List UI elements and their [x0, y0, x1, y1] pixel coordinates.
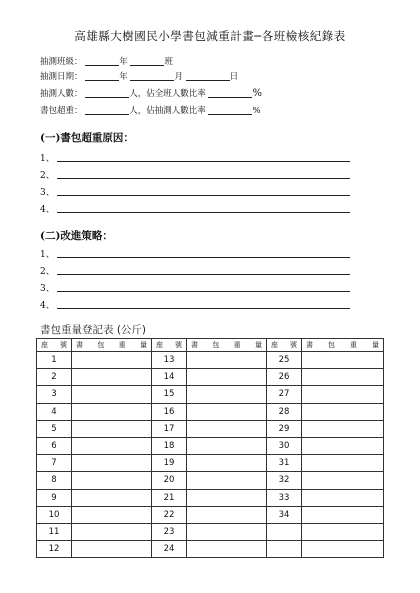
weight-entry-cell[interactable]	[187, 403, 267, 420]
class-row	[40, 56, 173, 68]
weight-entry-cell[interactable]	[72, 472, 152, 489]
line-number: 1、	[40, 154, 55, 164]
line-number: 2、	[40, 267, 55, 277]
date-month-blank[interactable]	[130, 71, 174, 81]
weight-entry-cell[interactable]	[72, 352, 152, 369]
table-row	[37, 386, 384, 403]
date-day-unit: 日	[229, 72, 239, 82]
seat-number-cell: 9	[37, 489, 72, 506]
weight-table	[36, 338, 384, 558]
seat-number-cell: 4	[37, 403, 72, 420]
seat-number-cell: 23	[152, 523, 187, 540]
write-line	[57, 308, 350, 309]
weight-entry-cell[interactable]	[72, 437, 152, 454]
seat-number-cell: 11	[37, 523, 72, 540]
table-row	[37, 420, 384, 437]
seat-number-cell: 29	[267, 420, 302, 437]
table-row	[37, 352, 384, 369]
weight-entry-cell[interactable]	[72, 420, 152, 437]
weight-entry-cell[interactable]	[187, 506, 267, 523]
write-line	[57, 195, 350, 196]
weight-entry-cell[interactable]	[187, 541, 267, 558]
seat-number-cell: 3	[37, 386, 72, 403]
seat-number-cell: 14	[152, 369, 187, 386]
year-unit: 年	[119, 57, 128, 67]
seat-number-cell: 25	[267, 352, 302, 369]
seat-no-header: 座 號	[267, 339, 302, 352]
table-row	[37, 489, 384, 506]
overweight-text: 人，佔抽測人數比率	[129, 106, 206, 116]
seat-number-cell: 33	[267, 489, 302, 506]
table-row	[37, 403, 384, 420]
weight-entry-cell[interactable]	[302, 437, 384, 454]
seat-number-cell: 19	[152, 455, 187, 472]
write-line	[57, 161, 350, 162]
weight-entry-cell[interactable]	[72, 489, 152, 506]
table-row	[37, 472, 384, 489]
weight-entry-cell[interactable]	[187, 386, 267, 403]
date-year-unit: 年	[119, 72, 128, 82]
section1-line[interactable]	[40, 185, 360, 197]
seat-number-cell: 13	[152, 352, 187, 369]
weight-entry-cell[interactable]	[302, 541, 384, 558]
seat-number-cell: 22	[152, 506, 187, 523]
seat-no-header: 座 號	[152, 339, 187, 352]
write-line	[57, 178, 350, 179]
section2-line[interactable]	[40, 247, 360, 259]
overweight-row	[40, 105, 261, 117]
weight-entry-cell[interactable]	[187, 472, 267, 489]
seat-no-header: 座 號	[37, 339, 72, 352]
weight-header: 書 包 重 量	[187, 339, 267, 352]
seat-number-cell: 27	[267, 386, 302, 403]
weight-entry-cell[interactable]	[187, 369, 267, 386]
table-caption: 書包重量登記表 (公斤)	[40, 324, 147, 336]
weight-header: 書 包 重 量	[302, 339, 384, 352]
weight-entry-cell[interactable]	[302, 386, 384, 403]
seat-number-cell: 1	[37, 352, 72, 369]
seat-number-cell: 12	[37, 541, 72, 558]
section2-line[interactable]	[40, 281, 360, 293]
weight-entry-cell[interactable]	[302, 420, 384, 437]
seat-number-cell: 2	[37, 369, 72, 386]
seat-number-cell: 16	[152, 403, 187, 420]
table-row	[37, 506, 384, 523]
date-row	[40, 71, 238, 83]
count-row	[40, 88, 262, 100]
class-label: 抽測班級：	[40, 57, 83, 67]
date-label: 抽測日期：	[40, 72, 83, 82]
weight-entry-cell[interactable]	[302, 455, 384, 472]
seat-number-cell: 26	[267, 369, 302, 386]
weight-entry-cell[interactable]	[187, 420, 267, 437]
grade-blank[interactable]	[85, 56, 119, 66]
page-title: 高雄縣大樹國民小學書包減重計畫─各班檢核紀錄表	[74, 29, 346, 43]
section1-line[interactable]	[40, 151, 360, 163]
line-number: 3、	[40, 284, 55, 294]
overweight-label: 書包超重：	[40, 106, 83, 116]
weight-entry-cell[interactable]	[72, 506, 152, 523]
seat-number-cell: 28	[267, 403, 302, 420]
weight-entry-cell[interactable]	[302, 489, 384, 506]
seat-number-cell: 10	[37, 506, 72, 523]
line-number: 4、	[40, 301, 55, 311]
write-line	[57, 257, 350, 258]
table-row	[37, 369, 384, 386]
seat-number-cell: 21	[152, 489, 187, 506]
line-number: 1、	[40, 250, 55, 260]
percent-sign: %	[252, 88, 262, 99]
weight-entry-cell[interactable]	[302, 506, 384, 523]
overweight-blank[interactable]	[85, 105, 129, 115]
weight-entry-cell[interactable]	[302, 472, 384, 489]
seat-number-cell: 7	[37, 455, 72, 472]
seat-number-cell: 15	[152, 386, 187, 403]
class-unit: 班	[164, 57, 173, 67]
count-label: 抽測人數：	[40, 89, 83, 99]
section1-line[interactable]	[40, 168, 360, 180]
seat-number-cell: 17	[152, 420, 187, 437]
class-blank[interactable]	[130, 56, 164, 66]
weight-entry-cell[interactable]	[72, 455, 152, 472]
seat-number-cell: 32	[267, 472, 302, 489]
seat-number-cell: 8	[37, 472, 72, 489]
write-line	[57, 212, 350, 213]
percent-sign-small: %	[252, 106, 261, 116]
seat-number-cell	[267, 523, 302, 540]
section1-heading: (一)書包超重原因：	[40, 132, 134, 144]
seat-number-cell: 34	[267, 506, 302, 523]
table-row	[37, 437, 384, 454]
seat-number-cell: 30	[267, 437, 302, 454]
weight-entry-cell[interactable]	[302, 523, 384, 540]
write-line	[57, 274, 350, 275]
seat-number-cell: 20	[152, 472, 187, 489]
table-header-row	[37, 339, 384, 352]
count-text: 人，佔全班人數比率	[129, 89, 206, 99]
weight-entry-cell[interactable]	[187, 489, 267, 506]
weight-entry-cell[interactable]	[72, 386, 152, 403]
weight-entry-cell[interactable]	[72, 523, 152, 540]
table-row	[37, 541, 384, 558]
weight-entry-cell[interactable]	[302, 403, 384, 420]
write-line	[57, 291, 350, 292]
section2-line[interactable]	[40, 298, 360, 310]
weight-entry-cell[interactable]	[187, 455, 267, 472]
date-month-unit: 月	[174, 72, 183, 82]
table-row	[37, 455, 384, 472]
weight-entry-cell[interactable]	[187, 437, 267, 454]
weight-entry-cell[interactable]	[72, 541, 152, 558]
line-number: 4、	[40, 205, 55, 215]
weight-entry-cell[interactable]	[302, 352, 384, 369]
weight-header: 書 包 重 量	[72, 339, 152, 352]
date-year-blank[interactable]	[85, 71, 119, 81]
section1-line[interactable]	[40, 202, 360, 214]
seat-number-cell: 24	[152, 541, 187, 558]
weight-entry-cell[interactable]	[302, 369, 384, 386]
count-blank[interactable]	[85, 88, 129, 98]
weight-entry-cell[interactable]	[72, 403, 152, 420]
line-number: 2、	[40, 171, 55, 181]
section2-heading: (二)改進策略：	[40, 230, 113, 242]
weight-entry-cell[interactable]	[72, 369, 152, 386]
count-ratio-blank[interactable]	[208, 88, 252, 98]
seat-number-cell: 18	[152, 437, 187, 454]
line-number: 3、	[40, 188, 55, 198]
overweight-ratio-blank[interactable]	[208, 105, 252, 115]
seat-number-cell: 5	[37, 420, 72, 437]
weight-entry-cell[interactable]	[187, 523, 267, 540]
date-day-blank[interactable]	[186, 71, 230, 81]
seat-number-cell: 6	[37, 437, 72, 454]
section2-line[interactable]	[40, 264, 360, 276]
seat-number-cell: 31	[267, 455, 302, 472]
table-row	[37, 523, 384, 540]
seat-number-cell	[267, 541, 302, 558]
weight-entry-cell[interactable]	[187, 352, 267, 369]
